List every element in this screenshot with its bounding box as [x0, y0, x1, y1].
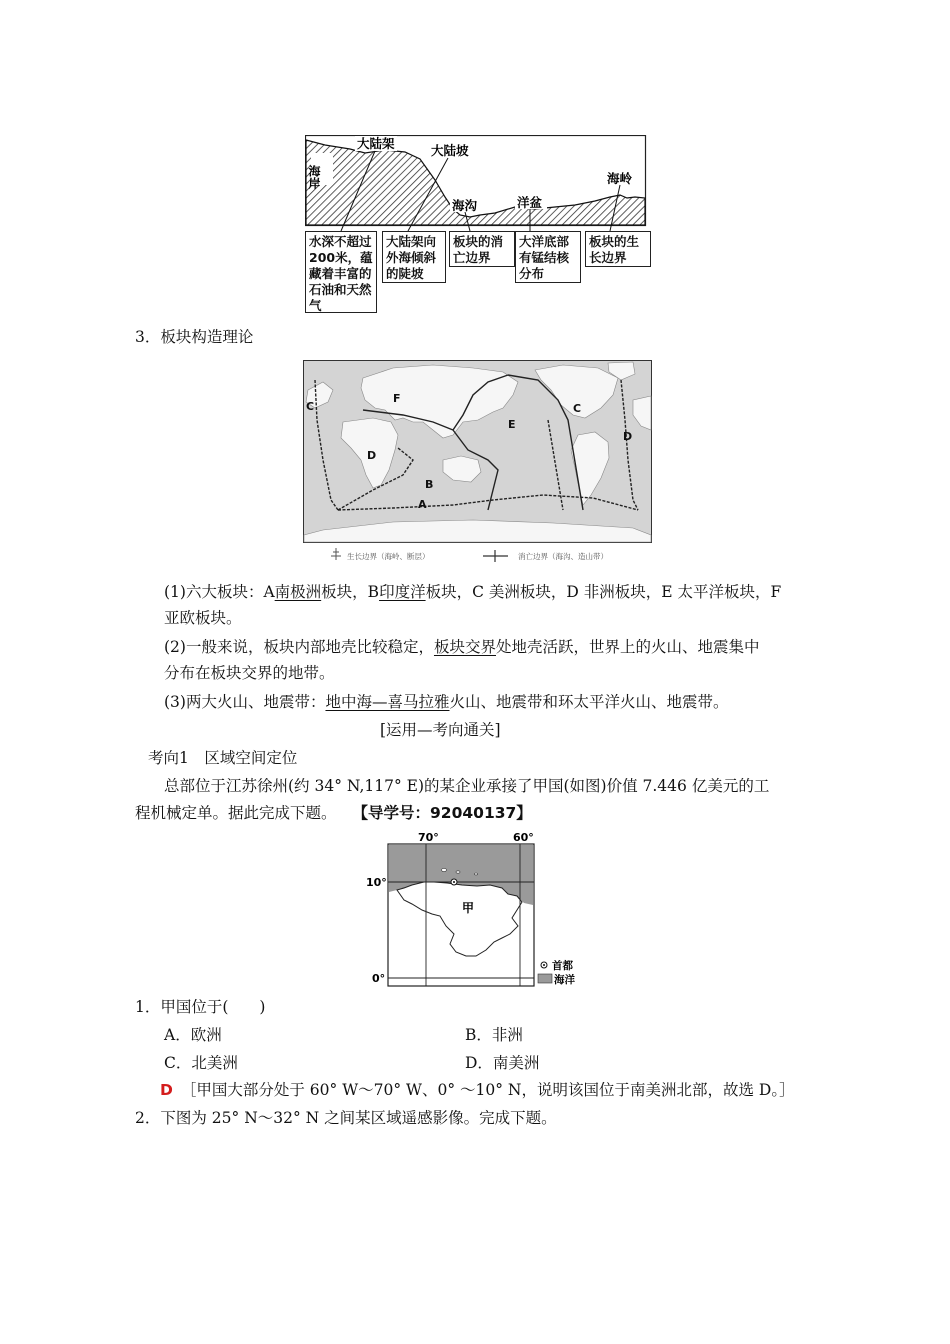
q2-stem: 2．下图为 25° N～32° N 之间某区域遥感影像。完成下题。 [135, 1109, 557, 1127]
label-ridge: 海岭 [607, 171, 633, 186]
q1-option-b[interactable]: B．非洲 [465, 1026, 523, 1044]
plate-letter-e: E [508, 418, 516, 431]
p1-answer-b: 印度洋 [379, 583, 426, 601]
p2-prefix: (2)一般来说，板块内部地壳比较稳定， [164, 638, 434, 656]
country-map-svg [362, 830, 584, 992]
p2-rest: 处地壳活跃，世界上的火山、地震集中 [495, 638, 760, 656]
box-ridge-desc: 板块的生长边界 [585, 231, 651, 267]
plate-letter-c-east: C [573, 402, 582, 415]
p2-answer: 板块交界 [433, 638, 496, 656]
p1-rest: 板块，C 美洲板块，D 非洲板块，E 太平洋板块，F [425, 583, 782, 601]
plate-stability-line2: 分布在板块交界的地带。 [164, 664, 335, 682]
legend-capital-text: 首都 [552, 960, 573, 972]
lat-10-label: 10° [366, 876, 387, 889]
q1-explanation: ［甲国大部分处于 60° W～70° W、0° ～10° N，说明该国位于南美洲北部，故选 D。］ [180, 1081, 795, 1099]
box-basin-desc: 大洋底部有锰结核分布 [515, 231, 581, 283]
plate-list-line1 [164, 581, 781, 603]
label-slope: 大陆坡 [431, 143, 469, 158]
plate-list-line2: 亚欧板块。 [164, 609, 242, 627]
p3-rest: 火山、地震带和环太平洋火山、地震带。 [449, 693, 729, 711]
plate-map-legend [331, 548, 608, 562]
growth-boundary-legend-icon [331, 548, 341, 560]
plate-letter-c-west: C [306, 400, 315, 413]
box-shelf-desc: 水深不超过200米，蕴藏着丰富的石油和天然气 [305, 231, 377, 313]
plate-letter-a: A [418, 498, 427, 511]
plate-map-svg [303, 360, 653, 568]
seafloor-profile-figure [305, 135, 647, 313]
box-trench-desc: 板块的消亡边界 [449, 231, 515, 267]
lon-70-label: 70° [418, 831, 439, 844]
country-map-figure [362, 830, 584, 992]
label-coast: 海岸 [307, 165, 321, 189]
plate-map-figure [303, 360, 653, 568]
intro-line2 [135, 802, 532, 824]
legend-consume-text: 消亡边界（海沟、造山带） [518, 552, 608, 561]
box-slope-desc: 大陆架向外海倾斜的陡坡 [382, 231, 446, 283]
q1-option-d[interactable]: D．南美洲 [465, 1054, 540, 1072]
country-label: 甲 [462, 901, 475, 915]
p1-mid: 板块，B [321, 583, 380, 601]
guide-number: 【导学号：92040137】 [352, 804, 532, 822]
lon-60-label: 60° [513, 831, 534, 844]
section-tag: [运用—考向通关] [380, 721, 501, 739]
p1-prefix: (1)六大板块：A [164, 583, 275, 601]
volcano-belt-line [164, 691, 729, 713]
legend-growth-text: 生长边界（海岭、断层） [347, 552, 430, 561]
q1-option-c[interactable]: C．北美洲 [164, 1054, 238, 1072]
q1-stem: 1．甲国位于( ) [135, 998, 266, 1016]
plate-letter-f: F [393, 392, 401, 405]
plate-letter-d-east: D [623, 430, 633, 443]
intro-line2-text: 程机械定单。据此完成下题。 [135, 804, 337, 822]
plate-stability-line1 [164, 636, 760, 658]
label-trench: 海沟 [452, 198, 478, 213]
legend-ocean-text: 海洋 [554, 974, 575, 986]
lat-0-label: 0° [372, 972, 386, 985]
q1-option-a[interactable]: A．欧洲 [164, 1026, 222, 1044]
intro-line1: 总部位于江苏徐州(约 34° N,117° E)的某企业承接了甲国(如图)价值 7.446 亿美元的工 [164, 777, 770, 795]
plate-letter-d-west: D [367, 449, 377, 462]
section-3-title: 3．板块构造理论 [135, 328, 254, 346]
q1-answer-letter: D [160, 1081, 173, 1099]
label-basin: 洋盆 [517, 195, 543, 210]
label-shelf: 大陆架 [357, 136, 395, 151]
p1-answer-a: 南极洲 [274, 583, 322, 601]
p3-prefix: (3)两大火山、地震带： [164, 693, 326, 711]
plate-letter-b: B [425, 478, 434, 491]
legend-ocean-icon [538, 974, 552, 983]
consume-boundary-legend-icon [483, 550, 508, 562]
p3-answer: 地中海—喜马拉雅 [325, 693, 450, 711]
kaoxiang-heading: 考向1 区域空间定位 [148, 749, 298, 767]
q1-answer-line [160, 1079, 795, 1101]
